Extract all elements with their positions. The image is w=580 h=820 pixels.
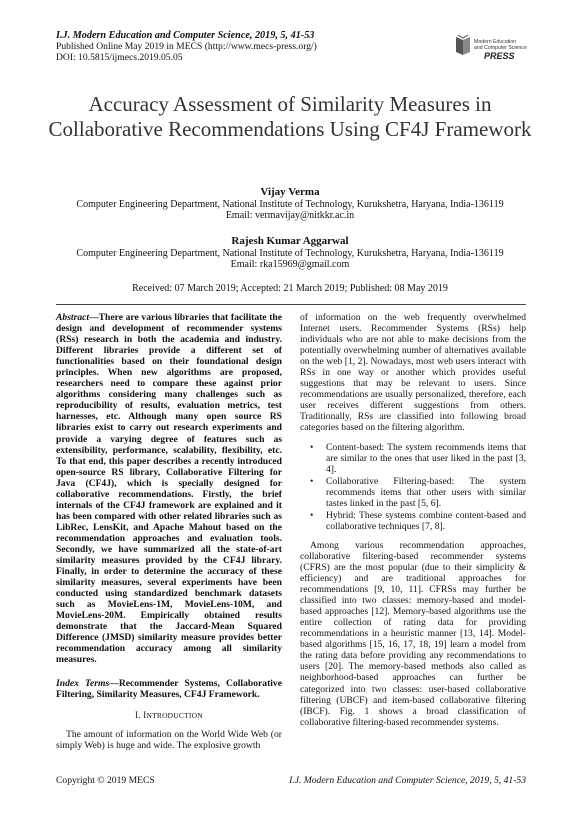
section-heading bbox=[56, 710, 282, 721]
category-list bbox=[300, 442, 526, 532]
received-dates: Received: 07 March 2019; Accepted: 21 March 2019; Published: 08 May 2019 bbox=[132, 283, 448, 294]
index-terms bbox=[56, 678, 282, 700]
footer-journal: I.J. Modern Education and Computer Science, 2019, 5, 41-53 bbox=[289, 775, 526, 786]
journal-header bbox=[56, 30, 356, 63]
footer-copyright: Copyright © 2019 MECS bbox=[56, 775, 155, 786]
doi: DOI: 10.5815/ijmecs.2019.05.05 bbox=[56, 52, 183, 63]
list-item-text: Content-based: The system recommends items that are similar to the ones that user liked in the past [3, 4]. bbox=[326, 441, 526, 475]
author-block bbox=[0, 187, 580, 222]
author-affiliation: Computer Engineering Department, National Institute of Technology, Kurukshetra, Haryana, India-136119 bbox=[76, 247, 504, 259]
index-terms-label: Index Terms bbox=[56, 677, 110, 689]
paper-title: Accuracy Assessment of Similarity Measures in Collaborative Recommendations Using CF4J Framework bbox=[48, 92, 532, 141]
section-numeral: I. bbox=[135, 709, 144, 720]
bullet-icon: • bbox=[310, 509, 314, 521]
header-divider bbox=[56, 304, 526, 305]
book-logo-icon bbox=[454, 34, 472, 56]
author-affiliation: Computer Engineering Department, National Institute of Technology, Kurukshetra, Haryana, India-136119 bbox=[76, 198, 504, 210]
section-title-rest: NTRODUCTION bbox=[146, 710, 203, 720]
list-item-text: Collaborative Filtering-based: The system recommends items that other users with similar tastes linked in the past [5, 6]. bbox=[326, 475, 526, 509]
logo-text-line2: and Computer Science bbox=[474, 45, 527, 51]
list-item bbox=[300, 510, 526, 532]
publisher-logo bbox=[454, 30, 534, 66]
list-item bbox=[300, 476, 526, 509]
body-paragraph: Among various recommendation approaches, collaborative filtering-based recommender systems (CFRS) are the most popular (due to their simplicity & efficiency) and are traditional approaches for recommendations [9, 10, 11]. CFRSs may further be classified into two classes: memory-based and model-based approaches [12]. Memory-based algorithms use the entire collection of rating data for providing recommendations in a heuristic manner [13, 14]. Model-based algorithms [15, 16, 17, 18, 19] learn a model from the rating data before providing any recommendations to users [20]. The memory-based methods also called as neighborhood-based approaches can further be categorized into two classes: user-based collaborative filtering (UBCF) and item-based collaborative filtering (IBCF). Fig. 1 shows a broad classification of collaborative filtering-based recommender systems. bbox=[300, 539, 526, 728]
abstract bbox=[56, 312, 282, 666]
journal-citation: I.J. Modern Education and Computer Science, 2019, 5, 41-53 bbox=[56, 30, 315, 41]
author-name: Vijay Verma bbox=[260, 186, 320, 198]
publication-info: Published Online May 2019 in MECS (http://www.mecs-press.org/) bbox=[56, 41, 317, 52]
author-block bbox=[0, 236, 580, 271]
list-item bbox=[300, 442, 526, 475]
body-paragraph: of information on the web frequently overwhelmed Internet users. Recommender Systems (RSs) help individuals who are not able to make decisions from the potentially overwhelming number of alternatives available on the web [1, 2]. Nowadays, most web users interact with RSs in one way or another which provides useful suggestions that may be relevant to users. Since recommendations are usually personalized, therefore, each user receives different suggestions from others. Traditionally, RSs are classified into following broad categories based on the filtering algorithm. bbox=[300, 312, 526, 434]
section-initial: I bbox=[143, 709, 147, 720]
abstract-label: Abstract bbox=[56, 312, 90, 323]
index-terms-text: —Recommender Systems, Collaborative Filtering, Similarity Measures, CF4J Framework. bbox=[56, 677, 282, 700]
right-column bbox=[300, 312, 526, 728]
logo-text-line1: Modern Education bbox=[474, 39, 517, 45]
bullet-icon: • bbox=[310, 475, 314, 487]
author-name: Rajesh Kumar Aggarwal bbox=[231, 235, 349, 247]
list-item-text: Hybrid: These systems combine content-based and collaborative techniques [7, 8]. bbox=[326, 509, 526, 532]
left-column bbox=[56, 312, 282, 751]
author-email: Email: vermavijay@nitkkr.ac.in bbox=[225, 210, 355, 221]
intro-paragraph: The amount of information on the World Wide Web (or simply Web) is huge and wide. The explosive growth bbox=[56, 728, 282, 751]
bullet-icon: • bbox=[310, 441, 314, 453]
logo-press: PRESS bbox=[484, 51, 515, 61]
abstract-text: —There are various libraries that facilitate the design and development of recommender systems (RSs) research in both the academia and industry. Different libraries provide a different set of functionalities based on their foundational design principles. When new algorithms are proposed, researchers need to compare these against prior algorithms considering many challenges such as reproducibility of results, evaluation metrics, test harnesses, etc. Although many open source RS libraries exist to carry out research experiments and provide a varying degree of features such as extensibility, performance, scalability, flexibility, etc. To that end, this paper describes a recently introduced open-source RS library, Collaborative Filtering for Java (CF4J), which is specially designed for collaborative recommendations. Firstly, the brief internals of the CF4J framework are explained and it has been compared with other related libraries such as LibRec, LensKit, and Apache Mahout based on the recommendation approaches and evaluation tools. Secondly, we have summarized all the state-of-art similarity measures provided by the CF4J library. Finally, in order to determine the accuracy of these similarity measures, several experiments have been conducted using standardized benchmark datasets such as MovieLens-1M, MovieLens-10M, and MovieLens-20M. Empirically obtained results demonstrate that the Jaccard-Mean Squared Difference (JMSD) similarity measure provides better recommendation accuracy among all similarity measures. bbox=[56, 312, 282, 666]
author-email: Email: rka15969@gmail.com bbox=[230, 259, 350, 270]
